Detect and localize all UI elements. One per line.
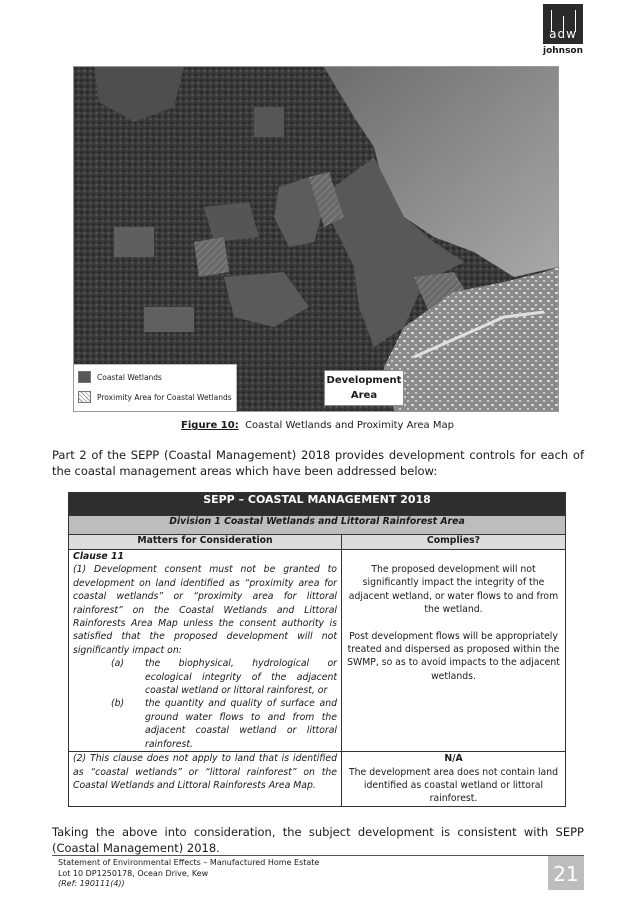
footer-address: Lot 10 DP1250178, Ocean Drive, Kew bbox=[58, 868, 209, 878]
item-text: the biophysical, hydrological or ecological integrity of the adjacent coastal wetland or littoral rainforest, or bbox=[145, 658, 337, 697]
conclusion-paragraph: Taking the above into consideration, the subject development is consistent with SEPP (Coastal Management) 2018. bbox=[52, 825, 584, 855]
clause-heading: Clause 11 bbox=[73, 551, 124, 562]
table-row bbox=[69, 550, 566, 752]
footer bbox=[58, 858, 319, 890]
item-text: the quantity and quality of surface and ground water flows to and from the adjacent coastal wetland or littoral rainforest. bbox=[145, 698, 337, 750]
proximity-swatch-icon bbox=[78, 391, 91, 403]
page-number: 21 bbox=[548, 856, 584, 890]
legend-label: Coastal Wetlands bbox=[97, 372, 162, 382]
complies-cell bbox=[342, 752, 566, 807]
col-complies-header: Complies? bbox=[342, 535, 566, 550]
development-area-label bbox=[324, 370, 404, 406]
intro-paragraph: Part 2 of the SEPP (Coastal Management) 2018 provides development controls for each of the coastal management areas which have been addressed below: bbox=[52, 448, 584, 478]
dev-label-line1: Development bbox=[326, 375, 402, 386]
sepp-table bbox=[68, 492, 566, 807]
company-logo bbox=[540, 4, 584, 56]
figure-caption bbox=[0, 420, 635, 431]
complies-na: N/A bbox=[444, 753, 463, 765]
logo-name: johnson bbox=[542, 46, 584, 56]
clause-item-a bbox=[73, 657, 337, 697]
complies-text-1: The proposed development will not significantly impact the integrity of the adjacent wetland, or water flows to and from the wetland. bbox=[348, 564, 559, 616]
logo-letters: adw bbox=[549, 27, 577, 41]
item-label: (b) bbox=[111, 698, 125, 710]
footer-divider bbox=[52, 855, 584, 856]
logo-mark bbox=[543, 4, 583, 44]
table-division: Division 1 Coastal Wetlands and Littoral Rainforest Area bbox=[69, 516, 566, 535]
footer-doc-title: Statement of Environmental Effects – Manufactured Home Estate bbox=[58, 858, 320, 867]
legend-item-proximity bbox=[78, 390, 232, 404]
table-title: SEPP – COASTAL MANAGEMENT 2018 bbox=[69, 493, 566, 516]
complies-text: The development area does not contain land identified as coastal wetland or littoral rainforest. bbox=[348, 766, 559, 805]
table-row bbox=[69, 752, 566, 807]
figure-title: Coastal Wetlands and Proximity Area Map bbox=[245, 420, 454, 431]
complies-cell bbox=[342, 550, 566, 752]
legend-item-wetlands bbox=[78, 370, 162, 384]
aerial-map-image bbox=[74, 67, 558, 411]
figure-number: Figure 10: bbox=[181, 420, 239, 431]
wetland-swatch-icon bbox=[78, 371, 91, 383]
dev-label-line2: Area bbox=[350, 390, 378, 401]
legend-label: Proximity Area for Coastal Wetlands bbox=[97, 392, 232, 402]
map-legend bbox=[74, 364, 237, 412]
footer-reference: (Ref: 190111(4)) bbox=[58, 879, 125, 888]
matters-cell bbox=[69, 550, 342, 752]
complies-text-2: Post development flows will be appropriately treated and dispersed as proposed within the SWMP, so as to avoid impacts to the adjacent wetlands. bbox=[347, 630, 560, 682]
clause-text: (1) Development consent must not be granted to development on land identified as “proximity area for coastal wetlands” or “proximity area for littoral rainforest” on the Coastal Wetlands and Littoral Rainforests Area Map unless the consent authority is satisfied that the proposed development will not significantly impact on: bbox=[73, 564, 337, 656]
col-matters-header: Matters for Consideration bbox=[69, 535, 342, 550]
coastal-wetlands-map bbox=[73, 66, 559, 412]
item-label: (a) bbox=[111, 658, 124, 670]
clause-item-b bbox=[73, 697, 337, 751]
matters-cell: (2) This clause does not apply to land that is identified as “coastal wetlands” or “littoral rainforest” on the Coastal Wetlands and Littoral Rainforests Area Map. bbox=[69, 752, 342, 807]
